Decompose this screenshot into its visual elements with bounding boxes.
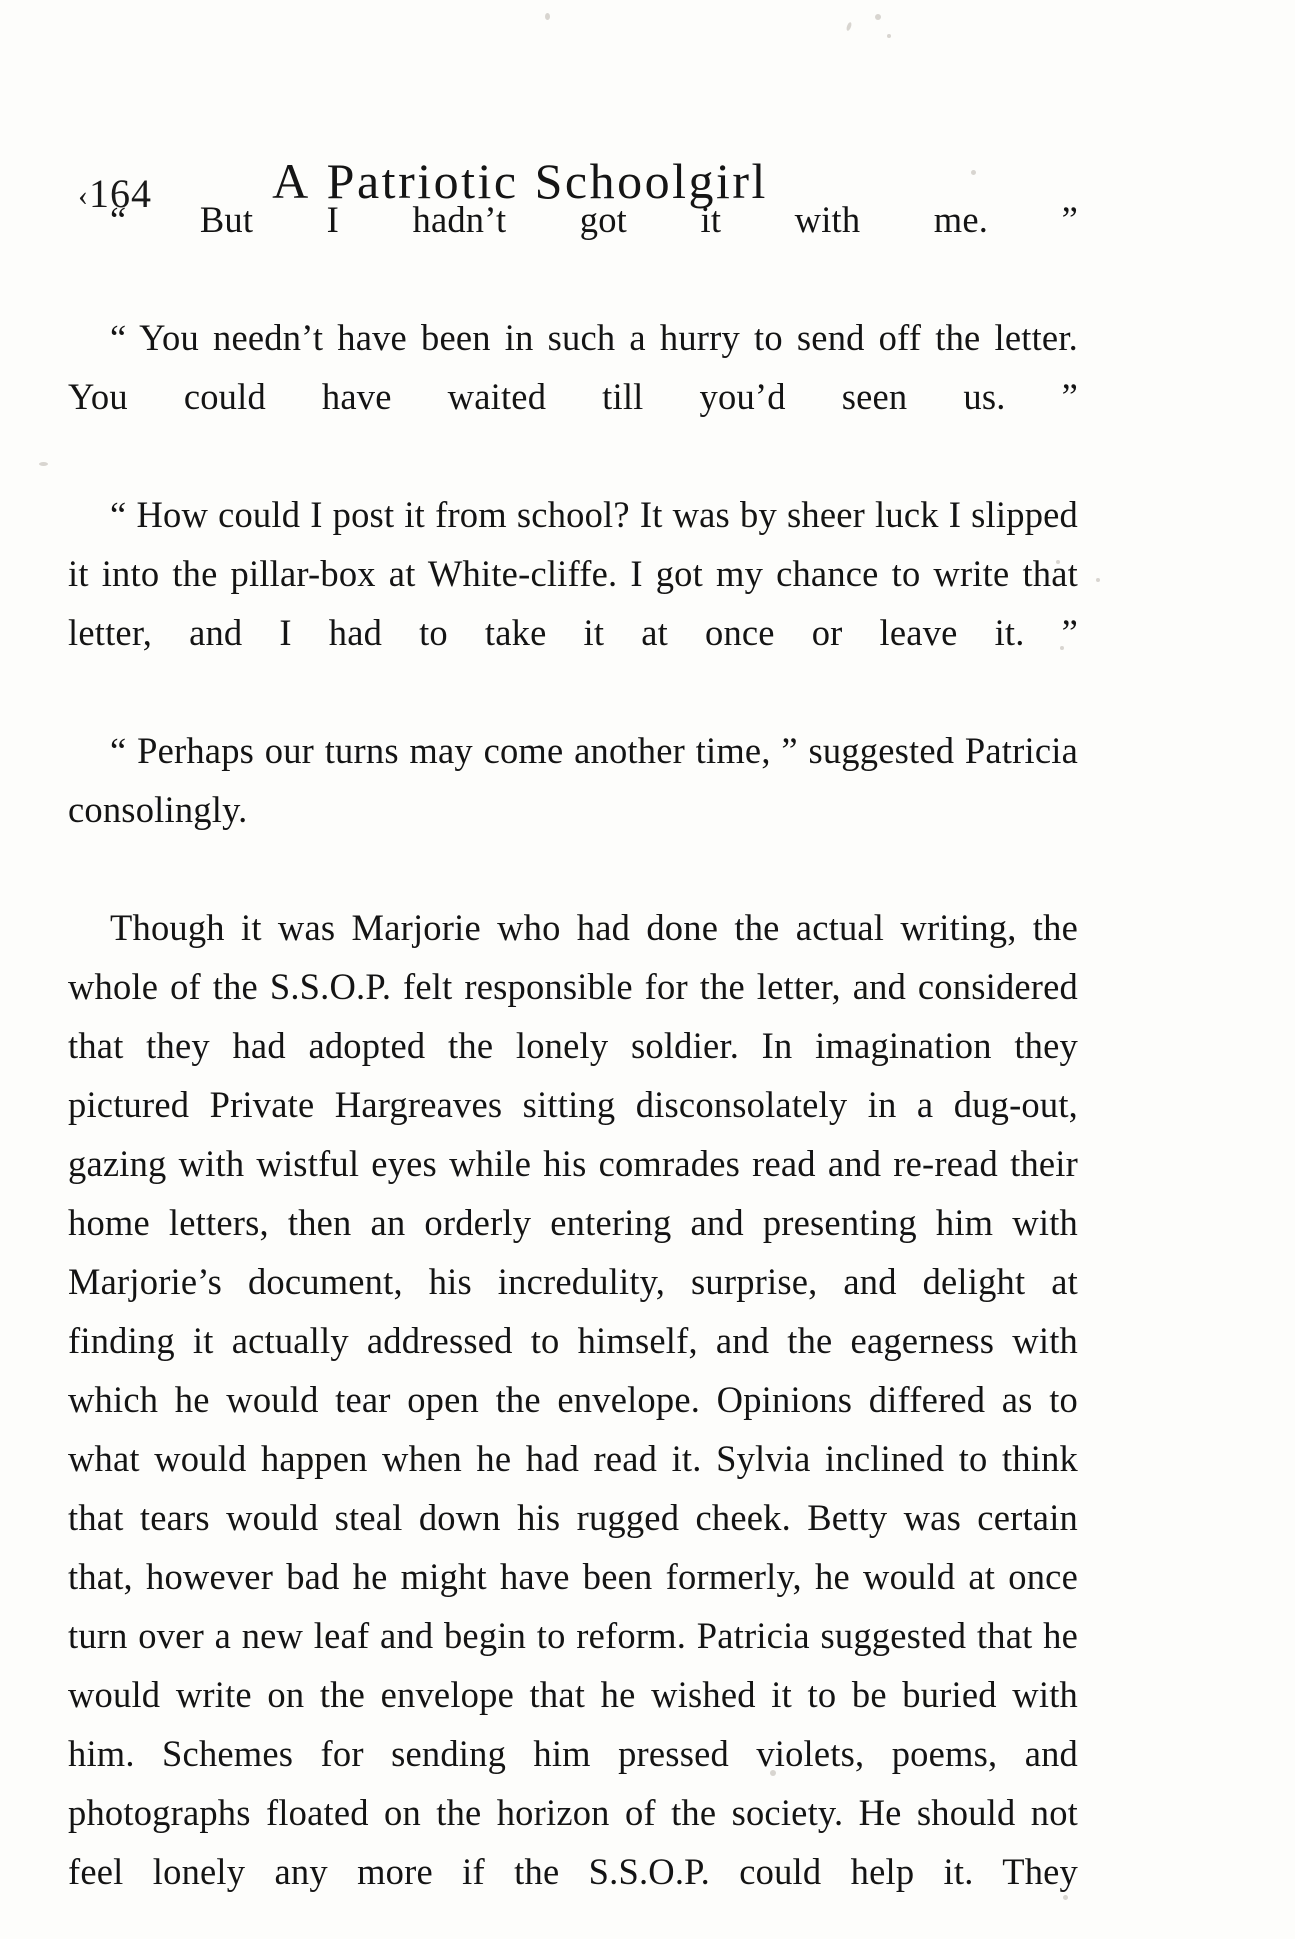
- paper-speck: [39, 462, 48, 466]
- paper-speck: [545, 13, 550, 20]
- running-title-word-3: Schoolgirl: [534, 153, 768, 209]
- folio-value: 164: [89, 171, 152, 216]
- page-header: [0, 78, 1295, 216]
- paragraph: “ You needn’t have been in such a hurry to send off the letter. You could have waited till you’d seen us. ”: [68, 317, 1078, 417]
- paragraph: “ Perhaps our turns may come another time, ” suggested Patricia consolingly.: [68, 730, 1078, 830]
- paper-speck: [1096, 578, 1100, 582]
- folio-leader: ‹: [78, 179, 89, 212]
- page-body: [68, 190, 1078, 1939]
- paragraph: Though it was Marjorie who had done the actual writing, the whole of the S.S.O.P. felt responsible for the letter, and considered that they had adopted the lonely soldier. In imagination they pictured Private Hargreaves sitting disconsolately in a dug-out, gazing with wistful eyes while his comrades read and re-read their home letters, then an orderly entering and presenting him with Marjorie’s document, his incredulity, surprise, and delight at finding it actually addressed to himself, and the eagerness with which he would tear open the envelope. Opinions differed as to what would happen when he had read it. Sylvia inclined to think that tears would steal down his rugged cheek. Betty was certain that, however bad he might have been formerly, he would at once turn over a new leaf and begin to reform. Patricia suggested that he would write on the envelope that he wished it to be buried with him. Schemes for sending him pressed violets, poems, and photographs floated on the horizon of the society. He should not feel lonely any more if the S.S.O.P. could help it. They: [68, 907, 1078, 1892]
- running-title-word-1: A: [272, 153, 311, 209]
- paragraph: “ But I hadn’t got it with me. ”: [110, 199, 1078, 240]
- running-title-word-2: Patriotic: [326, 153, 519, 209]
- paper-speck: [887, 34, 891, 38]
- paragraph: “ How could I post it from school? It was by sheer luck I slipped it into the pillar-box at White-cliffe. I got my chance to write that letter, and I had to take it at once or leave it. ”: [68, 494, 1078, 653]
- paper-speck: [846, 22, 853, 32]
- paper-speck: [875, 14, 881, 20]
